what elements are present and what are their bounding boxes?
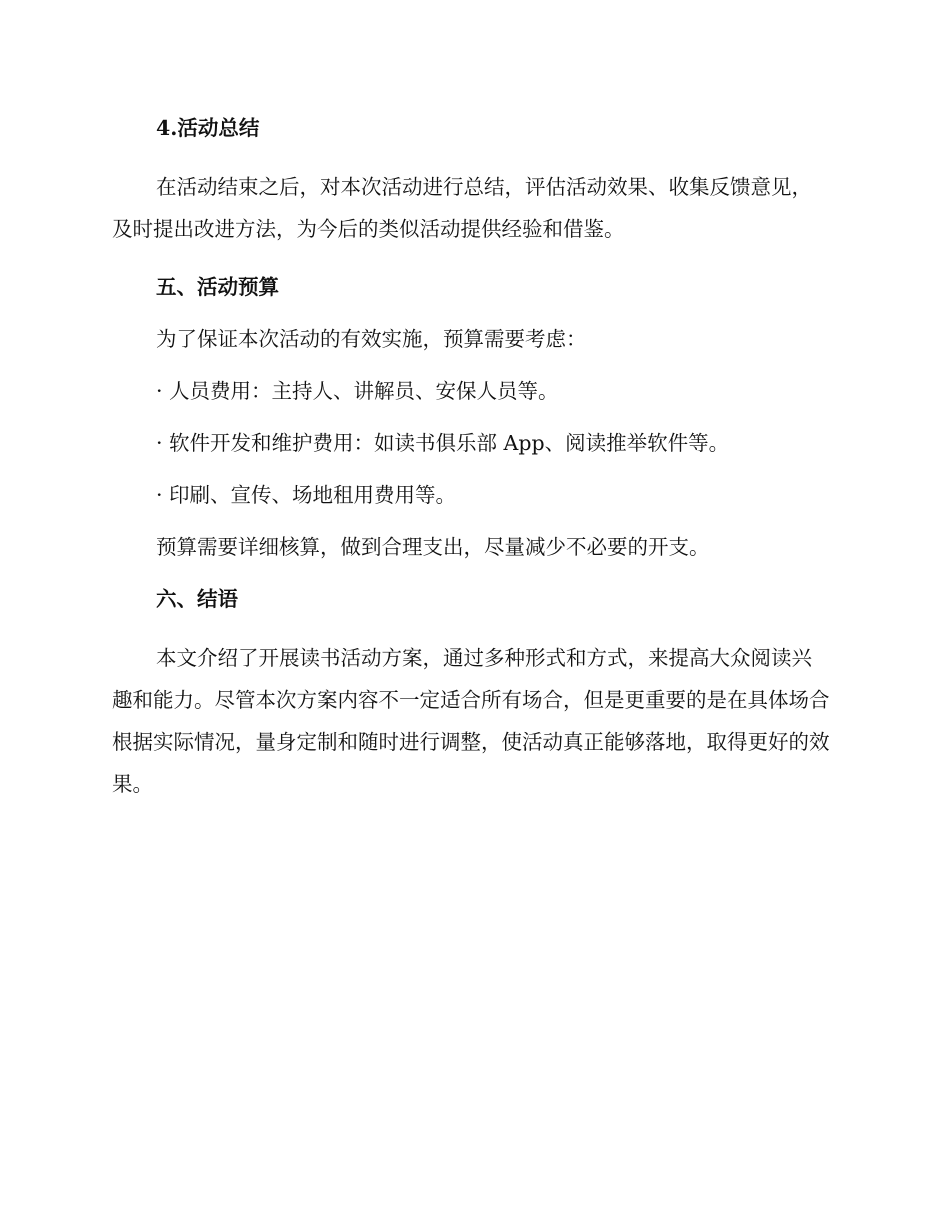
budget-intro: 为了保证本次活动的有效实施，预算需要考虑：	[156, 327, 587, 351]
summary-paragraph: 在活动结束之后，对本次活动进行总结，评估活动效果、收集反馈意见，及时提出改进方法，为今后的类似活动提供经验和借鉴。	[112, 175, 812, 241]
budget-item-personnel: · 人员费用：主持人、讲解员、安保人员等。	[156, 379, 559, 403]
budget-item-software: · 软件开发和维护费用：如读书俱乐部 App、阅读推举软件等。	[156, 431, 730, 455]
budget-closing: 预算需要详细核算，做到合理支出，尽量减少不必要的开支。	[156, 535, 710, 559]
section-heading-budget: 五、活动预算	[156, 275, 279, 299]
section-heading-summary: 4.活动总结	[156, 116, 260, 140]
budget-item-printing: · 印刷、宣传、场地租用费用等。	[156, 483, 457, 507]
section-heading-conclusion: 六、结语	[156, 587, 238, 611]
conclusion-paragraph: 本文介绍了开展读书活动方案，通过多种形式和方式，来提高大众阅读兴趣和能力。尽管本次方案内容不一定适合所有场合，但是更重要的是在具体场合根据实际情况，量身定制和随时进行调整，使活动真正能够落地，取得更好的效果。	[112, 646, 830, 796]
